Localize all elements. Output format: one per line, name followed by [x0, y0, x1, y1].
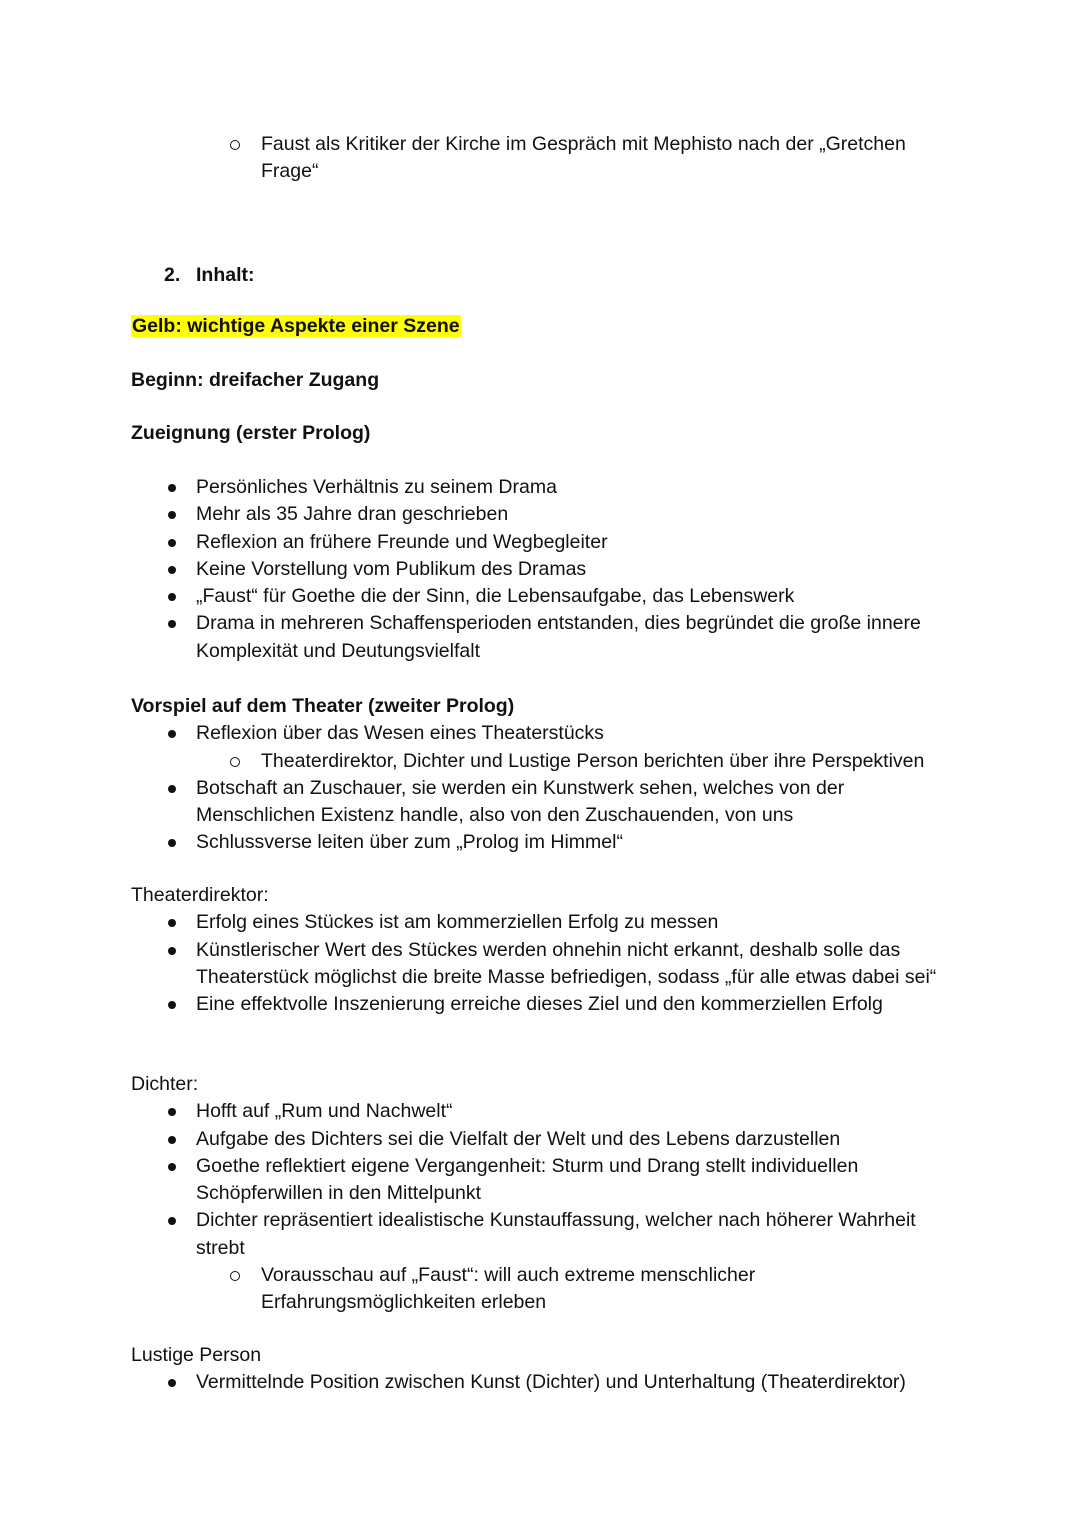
list-item: Aufgabe des Dichters sei die Vielfalt der Welt und des Lebens darzustellen	[131, 1126, 951, 1153]
list-item: Künstlerischer Wert des Stückes werden ohnehin nicht erkannt, deshalb solle das Theaterstück möglichst die breite Masse befriedigen, sodass „für alle etwas dabei sei“	[131, 937, 951, 992]
list-item: Eine effektvolle Inszenierung erreiche dieses Ziel und den kommerziellen Erfolg	[131, 991, 951, 1018]
list-item: Keine Vorstellung vom Publikum des Dramas	[131, 556, 951, 583]
section-number: 2.	[164, 264, 181, 286]
list-item: Hofft auf „Rum und Nachwelt“	[131, 1098, 951, 1125]
vorspiel-heading: Vorspiel auf dem Theater (zweiter Prolog)	[131, 695, 515, 717]
theaterdirektor-section	[131, 882, 951, 1018]
zueignung-heading: Zueignung (erster Prolog)	[131, 422, 371, 444]
list-item: Goethe reflektiert eigene Vergangenheit: Sturm und Drang stellt individuellen Schöpferwillen in den Mittelpunkt	[131, 1153, 951, 1208]
sub-list-item: Vorausschau auf „Faust“: will auch extreme menschlicher Erfahrungsmöglichkeiten erleben	[131, 1262, 951, 1317]
dichter-section	[131, 1071, 951, 1317]
theaterdirektor-heading: Theaterdirektor:	[131, 884, 269, 906]
list-item: „Faust“ für Goethe die der Sinn, die Lebensaufgabe, das Lebenswerk	[131, 583, 951, 610]
list-item: Schlussverse leiten über zum „Prolog im Himmel“	[131, 829, 951, 856]
list-item: Botschaft an Zuschauer, sie werden ein Kunstwerk sehen, welches von der Menschlichen Existenz handle, also von den Zuschauenden, von uns	[131, 775, 951, 830]
lustige-person-section	[131, 1342, 951, 1397]
list-item	[131, 720, 951, 775]
list-item-text: Reflexion über das Wesen eines Theaterstücks	[196, 722, 604, 745]
dichter-heading: Dichter:	[131, 1073, 199, 1095]
list-item	[131, 131, 951, 186]
section-title: Inhalt:	[196, 264, 255, 286]
list-item: Mehr als 35 Jahre dran geschrieben	[131, 501, 951, 528]
highlight-legend	[131, 313, 951, 340]
list-item: Drama in mehreren Schaffensperioden entstanden, dies begründet die große innere Komplexität und Deutungsvielfalt	[131, 610, 951, 665]
list-item: Reflexion an frühere Freunde und Wegbegleiter	[131, 529, 951, 556]
section-heading	[164, 262, 255, 289]
sub-list-item: Theaterdirektor, Dichter und Lustige Person berichten über ihre Perspektiven	[131, 748, 951, 775]
list-item-text: Faust als Kritiker der Kirche im Gespräch mit Mephisto nach der „Gretchen Frage“	[261, 133, 906, 183]
vorspiel-section	[131, 693, 951, 857]
zueignung-list	[131, 474, 951, 665]
list-item-text: Dichter repräsentiert idealistische Kunstauffassung, welcher nach höherer Wahrheit strebt	[196, 1209, 916, 1259]
lustige-person-heading: Lustige Person	[131, 1344, 262, 1366]
list-item: Persönliches Verhältnis zu seinem Drama	[131, 474, 951, 501]
list-item: Vermittelnde Position zwischen Kunst (Dichter) und Unterhaltung (Theaterdirektor)	[131, 1369, 951, 1396]
list-item	[131, 1207, 951, 1316]
list-item: Erfolg eines Stückes ist am kommerziellen Erfolg zu messen	[131, 909, 951, 936]
top-list	[131, 131, 951, 186]
beginn-heading: Beginn: dreifacher Zugang	[131, 369, 380, 391]
highlight-legend-text: Gelb: wichtige Aspekte einer Szene	[132, 315, 460, 337]
